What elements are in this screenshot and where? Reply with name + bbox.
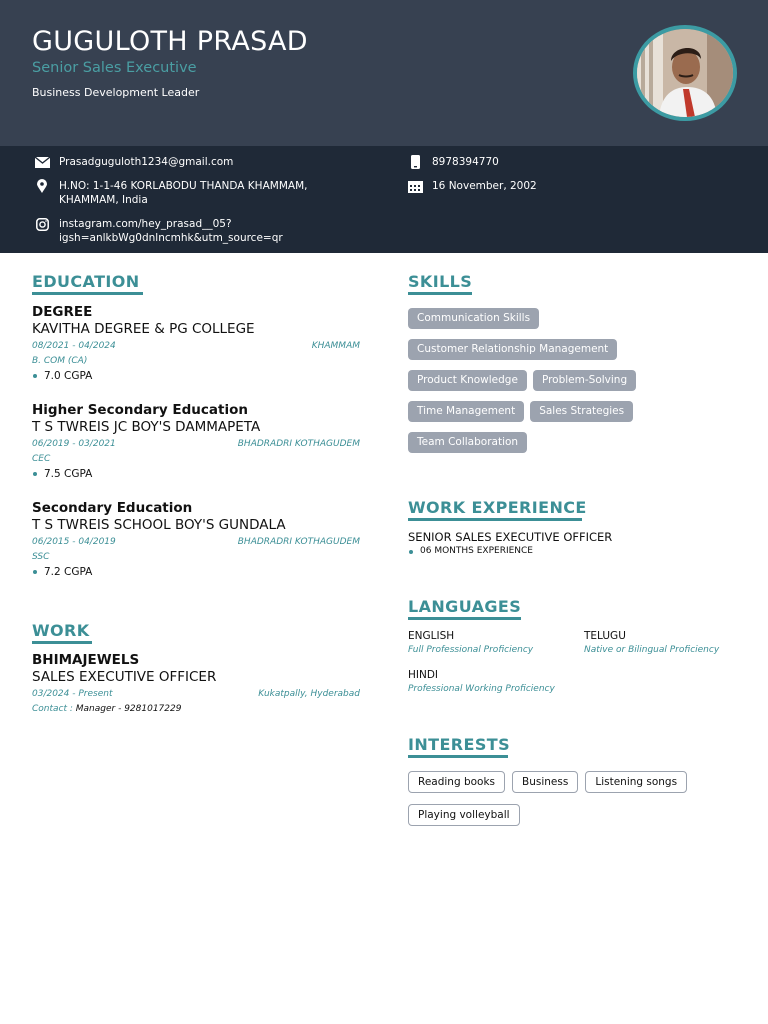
- bullet-icon: [33, 374, 37, 378]
- language-item: [584, 629, 764, 657]
- address-text: H.NO: 1-1-46 KORLABODU THANDA KHAMMAM, KHAMMAM, India: [59, 180, 308, 206]
- language-item: [408, 629, 588, 657]
- skill-chip: Time Management: [408, 401, 524, 422]
- language-name: TELUGU: [584, 630, 626, 642]
- instagram-text: instagram.com/hey_prasad__05? igsh=anlkbWg0dnlncmhk&utm_source=qr: [59, 218, 283, 244]
- skill-chip: Team Collaboration: [408, 432, 527, 453]
- work-location: Kukatpally, Hyderabad: [258, 689, 360, 699]
- education-item: [32, 402, 360, 481]
- language-level: Professional Working Proficiency: [408, 684, 555, 694]
- education-dates: 08/2021 - 04/2024: [32, 341, 116, 351]
- profile-photo-image: [637, 29, 733, 117]
- education-score: [32, 369, 360, 383]
- skill-chip: Communication Skills: [408, 308, 539, 329]
- education-dates: 06/2015 - 04/2019: [32, 537, 116, 547]
- work-heading: WORK: [32, 621, 90, 640]
- bullet-icon: [33, 570, 37, 574]
- education-location: KHAMMAM: [311, 341, 360, 351]
- resume-header: [0, 0, 768, 146]
- skills-underline: [408, 292, 472, 295]
- email-text: Prasadguguloth1234@gmail.com: [59, 156, 234, 168]
- skills-list: [408, 308, 738, 463]
- work-contact-label: Contact :: [32, 704, 76, 714]
- work-experience-detail-text: 06 MONTHS EXPERIENCE: [420, 546, 533, 556]
- work-dates: 03/2024 - Present: [32, 689, 113, 699]
- education-heading: EDUCATION: [32, 272, 140, 291]
- work-experience-title: SENIOR SALES EXECUTIVE OFFICER: [408, 530, 613, 544]
- education-degree: DEGREE: [32, 304, 93, 320]
- interest-chip: Reading books: [408, 771, 505, 793]
- work-company: BHIMAJEWELS: [32, 652, 140, 668]
- contact-phone[interactable]: [407, 155, 499, 169]
- language-level: Native or Bilingual Proficiency: [584, 645, 720, 655]
- education-school: KAVITHA DEGREE & PG COLLEGE: [32, 321, 255, 337]
- score-text: 7.5 CGPA: [44, 468, 93, 480]
- education-item: [32, 304, 360, 383]
- education-location: BHADRADRI KOTHAGUDEM: [237, 537, 360, 547]
- education-field: SSC: [32, 552, 50, 562]
- education-dates: 06/2019 - 03/2021: [32, 439, 116, 449]
- calendar-icon: [407, 179, 423, 193]
- score-text: 7.0 CGPA: [44, 370, 93, 382]
- work-experience-heading: WORK EXPERIENCE: [408, 498, 587, 517]
- contact-address: [34, 179, 307, 207]
- skills-heading: SKILLS: [408, 272, 473, 291]
- email-icon: [34, 155, 50, 169]
- skill-chip: Sales Strategies: [530, 401, 633, 422]
- education-score: [32, 565, 360, 579]
- skill-chip: Customer Relationship Management: [408, 339, 617, 360]
- work-experience-underline: [408, 518, 582, 521]
- education-item: [32, 500, 360, 579]
- education-location: BHADRADRI KOTHAGUDEM: [237, 439, 360, 449]
- instagram-icon: [34, 217, 50, 231]
- work-underline: [32, 641, 92, 644]
- languages-underline: [408, 617, 521, 620]
- work-contact: [32, 702, 360, 717]
- language-item: [408, 668, 588, 696]
- interest-chip: Business: [512, 771, 578, 793]
- interest-chip: Listening songs: [585, 771, 687, 793]
- interests-list: [408, 771, 748, 837]
- phone-icon: [407, 155, 423, 169]
- education-score: [32, 467, 360, 481]
- interests-heading: INTERESTS: [408, 735, 510, 754]
- location-icon: [34, 179, 50, 193]
- skill-chip: Product Knowledge: [408, 370, 527, 391]
- contact-bar: [0, 146, 768, 253]
- tagline: Business Development Leader: [32, 86, 200, 99]
- profile-photo: [633, 25, 737, 121]
- bullet-icon: [33, 472, 37, 476]
- work-experience-item: [408, 530, 738, 558]
- education-field: CEC: [32, 454, 51, 464]
- education-field: B. COM (CA): [32, 356, 88, 366]
- work-role: SALES EXECUTIVE OFFICER: [32, 669, 217, 685]
- language-name: HINDI: [408, 669, 439, 681]
- languages-heading: LANGUAGES: [408, 597, 522, 616]
- work-contact-value: Manager - 9281017229: [75, 704, 182, 714]
- education-degree: Secondary Education: [32, 500, 193, 516]
- contact-email[interactable]: [34, 155, 233, 169]
- skill-chip: Problem-Solving: [533, 370, 636, 391]
- work-item: [32, 652, 360, 717]
- interests-underline: [408, 755, 508, 758]
- contact-instagram[interactable]: [34, 217, 283, 245]
- language-level: Full Professional Proficiency: [408, 645, 534, 655]
- education-school: T S TWREIS SCHOOL BOY'S GUNDALA: [32, 517, 286, 533]
- job-title: Senior Sales Executive: [32, 60, 197, 76]
- language-name: ENGLISH: [408, 630, 455, 642]
- candidate-name: GUGULOTH PRASAD: [32, 26, 308, 57]
- score-text: 7.2 CGPA: [44, 566, 93, 578]
- interest-chip: Playing volleyball: [408, 804, 520, 826]
- work-experience-detail: [408, 545, 738, 558]
- education-degree: Higher Secondary Education: [32, 402, 248, 418]
- contact-dob: [407, 179, 537, 193]
- education-underline: [32, 292, 143, 295]
- education-school: T S TWREIS JC BOY'S DAMMAPETA: [32, 419, 261, 435]
- dob-text: 16 November, 2002: [432, 180, 537, 192]
- bullet-icon: [409, 550, 413, 554]
- phone-text: 8978394770: [432, 156, 499, 168]
